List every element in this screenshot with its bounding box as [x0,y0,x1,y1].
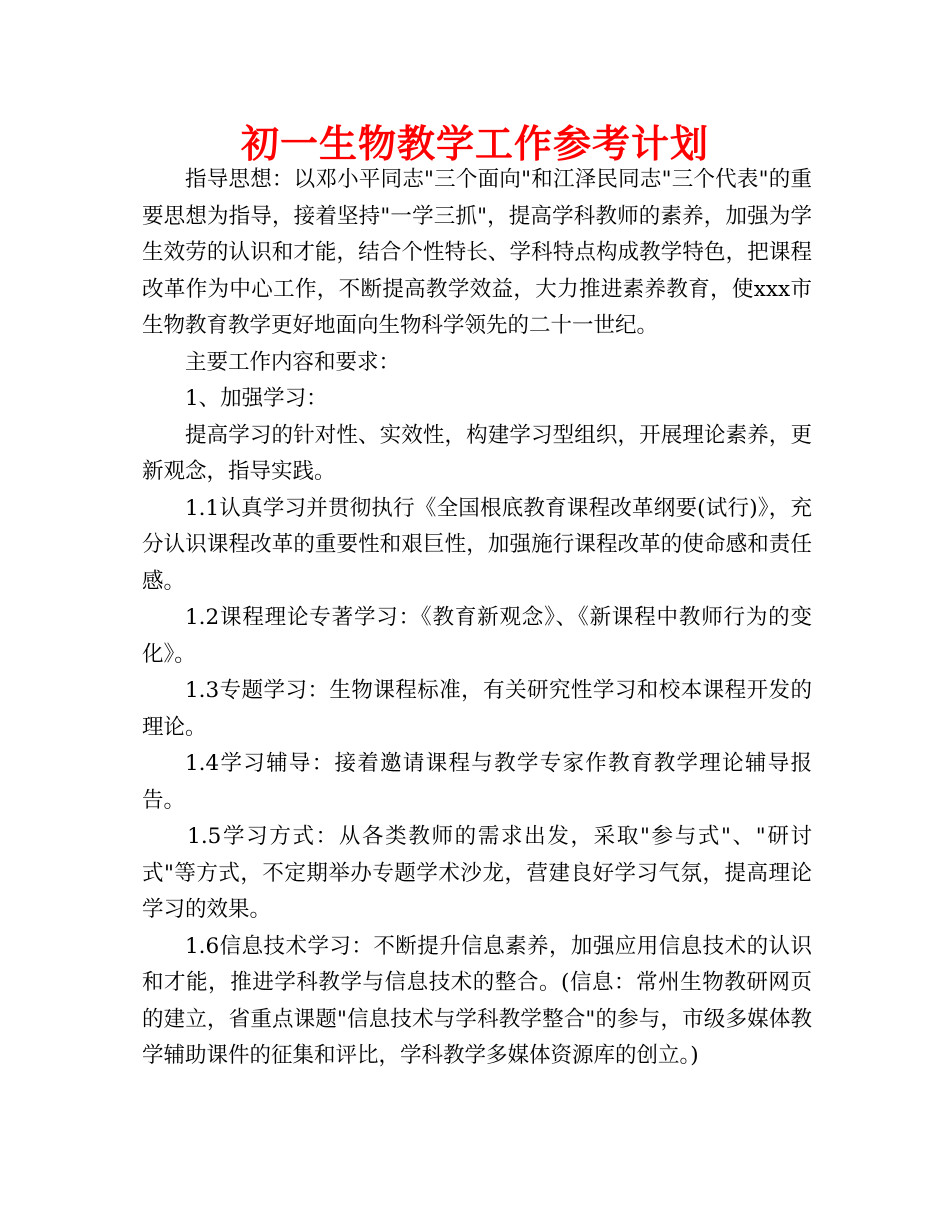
document-body [142,162,812,1075]
paragraph-item-1-2: 1.2课程理论专著学习：《教育新观念》、《新课程中教师行为的变化》。 [142,605,812,667]
paragraph-item-1-3: 1.3专题学习：生物课程标准，有关研究性学习和校本课程开发的理论。 [142,678,812,740]
paragraph-section-1-heading: 1、加强学习： [185,386,328,411]
document-title: 初一生物教学工作参考计划 [240,122,709,166]
paragraph-item-1-4: 1.4学习辅导：接着邀请课程与教学专家作教育教学理论辅导报告。 [142,751,812,813]
paragraph-section-1-intro: 提高学习的针对性、实效性，构建学习型组织，开展理论素养，更新观念，指导实践。 [142,422,812,484]
paragraph-guiding-ideology: 指导思想：以邓小平同志"三个面向"和江泽民同志"三个代表"的重要思想为指导，接着坚持"一学三抓"，提高学科教师的素养，加强为学生效劳的认识和才能，结合个性特长、学科特点构成教学特色，把课程改革作为中心工作，不断提高教学效益，大力推进素养教育，使xxx市生物教育教学更好地面向生物科学领先的二十一世纪。 [142,167,812,338]
paragraph-item-1-6: 1.6信息技术学习：不断提升信息素养，加强应用信息技术的认识和才能，推进学科教学与信息技术的整合。(信息：常州生物教研网页的建立，省重点课题"信息技术与学科教学整合"的参与，市级多媒体教学辅助课件的征集和评比，学科教学多媒体资源库的创立。) [142,933,812,1068]
paragraph-main-content-heading: 主要工作内容和要求： [185,349,401,375]
paragraph-item-1-5: 1.5学习方式：从各类教师的需求出发，采取"参与式"、"研讨式"等方式，不定期举办专题学术沙龙，营建良好学习气氛，提高理论学习的效果。 [142,824,812,922]
paragraph-item-1-1: 1.1认真学习并贯彻执行《全国根底教育课程改革纲要(试行)》，充分认识课程改革的重要性和艰巨性，加强施行课程改革的使命感和责任感。 [142,495,812,594]
